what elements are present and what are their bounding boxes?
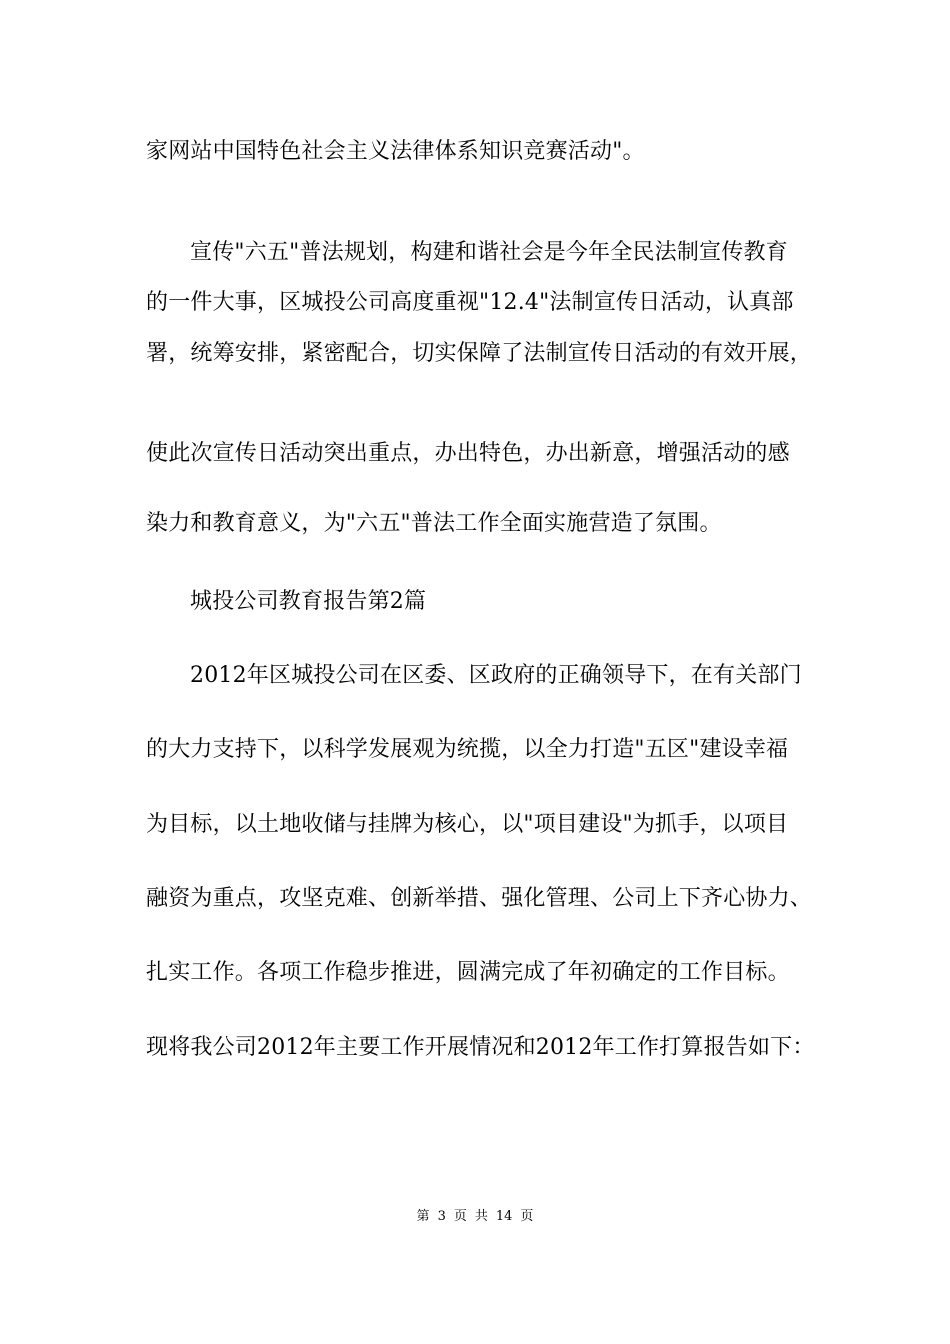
paragraph-3-line-3: 为目标，以土地收储与挂牌为核心，以"项目建设"为抓手，以项目 bbox=[146, 812, 789, 837]
paragraph-2-line-3: 署，统筹安排，紧密配合，切实保障了法制宣传日活动的有效开展， bbox=[146, 341, 813, 366]
paragraph-3-line-2: 的大力支持下，以科学发展观为统揽，以全力打造"五区"建设幸福 bbox=[146, 737, 789, 762]
footer-gong: 共 bbox=[474, 1209, 488, 1224]
paragraph-2-line-5: 染力和教育意义，为"六五"普法工作全面实施营造了氛围。 bbox=[146, 511, 722, 536]
paragraph-2-line-4: 使此次宣传日活动突出重点，办出特色，办出新意，增强活动的感 bbox=[146, 441, 790, 466]
page-footer bbox=[0, 1208, 950, 1226]
paragraph-3-line-4: 融资为重点，攻坚克难、创新举措、强化管理、公司上下齐心协力、 bbox=[146, 886, 813, 911]
footer-di: 第 bbox=[416, 1209, 430, 1224]
footer-total-pages: 14 bbox=[495, 1209, 513, 1224]
paragraph-3-line-1: 2012年区城投公司在区委、区政府的正确领导下，在有关部门 bbox=[190, 663, 802, 688]
paragraph-2-line-2: 的一件大事，区城投公司高度重视"12.4"法制宣传日活动，认真部 bbox=[146, 290, 794, 315]
footer-ye-2: 页 bbox=[520, 1209, 534, 1224]
footer-current-page: 3 bbox=[437, 1209, 446, 1224]
paragraph-2-line-1: 宣传"六五"普法规划，构建和谐社会是今年全民法制宣传教育 bbox=[190, 240, 788, 265]
footer-ye-1: 页 bbox=[453, 1209, 467, 1224]
section-heading: 城投公司教育报告第2篇 bbox=[190, 589, 427, 614]
paragraph-1-line-1: 家网站中国特色社会主义法律体系知识竞赛活动"。 bbox=[146, 139, 645, 164]
paragraph-3-line-6: 现将我公司2012年主要工作开展情况和2012年工作打算报告如下： bbox=[146, 1035, 815, 1060]
paragraph-3-line-5: 扎实工作。各项工作稳步推进，圆满完成了年初确定的工作目标。 bbox=[146, 960, 790, 985]
